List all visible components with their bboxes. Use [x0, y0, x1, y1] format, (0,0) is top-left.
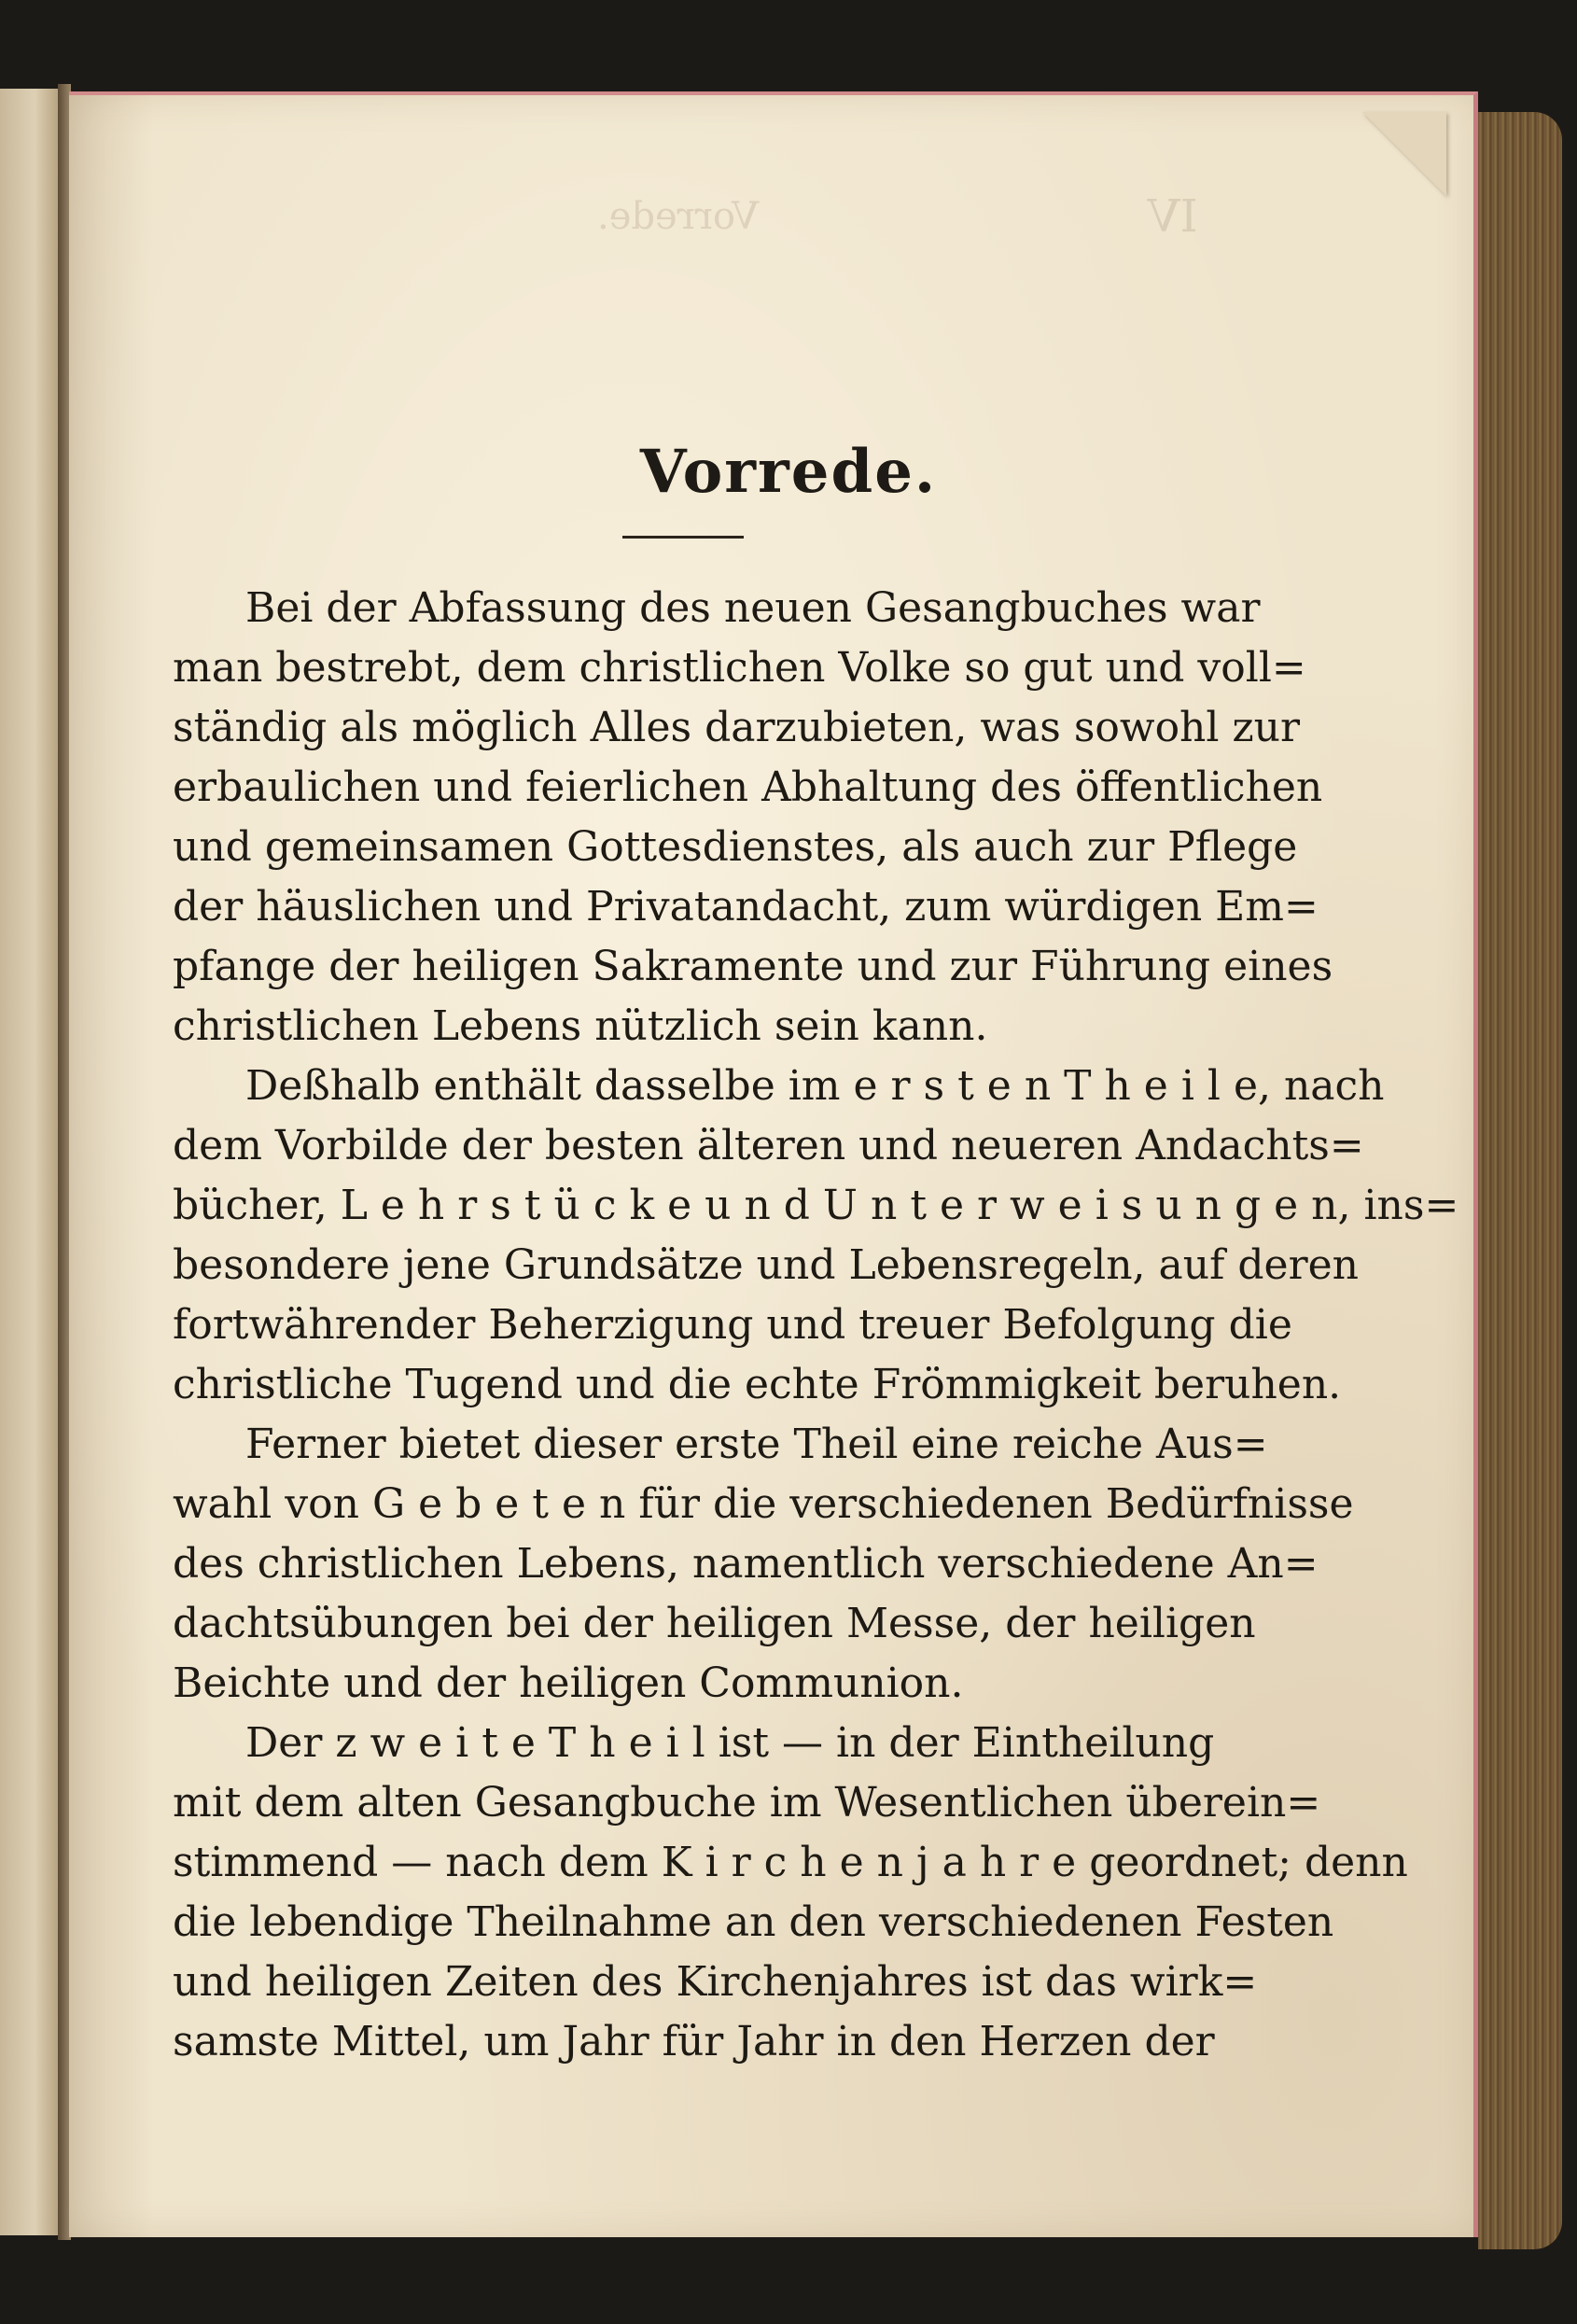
text-line: Beichte und der heiligen Communion.: [173, 1659, 964, 1707]
paragraph: [173, 1714, 1408, 2072]
text-line: dachtsübungen bei der heiligen Messe, der heiligen: [173, 1600, 1256, 1647]
text-line: wahl von G e b e t e n für die verschiedenen Bedürfnisse: [173, 1480, 1354, 1528]
text-line: fortwährender Beherzigung und treuer Befolgung die: [173, 1301, 1292, 1349]
text-line: bücher, L e h r s t ü c k e u n d U n t e r w e i s u n g e n, ins=: [173, 1182, 1459, 1229]
text-line: ständig als möglich Alles darzubieten, was sowohl zur: [173, 704, 1301, 751]
text-line: man bestrebt, dem christlichen Volke so gut und voll=: [173, 644, 1306, 692]
paragraph: [173, 1415, 1354, 1714]
text-line: der häuslichen und Privatandacht, zum würdigen Em=: [173, 883, 1319, 931]
left-page-edge: [0, 89, 61, 2235]
text-line: dem Vorbilde der besten älteren und neueren Andachts=: [173, 1122, 1364, 1169]
text-line: erbaulichen und feierlichen Abhaltung des öffentlichen: [173, 763, 1323, 811]
paragraph: [173, 579, 1333, 1057]
text-line: Der z w e i t e T h e i l ist — in der Eintheilung: [245, 1719, 1215, 1767]
text-line: pfange der heiligen Sakramente und zur Führung eines: [173, 943, 1333, 990]
text-line: samste Mittel, um Jahr für Jahr in den Herzen der: [173, 2018, 1215, 2065]
text-line: christliche Tugend und die echte Frömmigkeit beruhen.: [173, 1361, 1342, 1408]
text-line: Deßhalb enthält dasselbe im e r s t e n T h e i l e, nach: [245, 1062, 1385, 1110]
text-line: besondere jene Grundsätze und Lebensregeln, auf deren: [173, 1241, 1359, 1289]
text-line: stimmend — nach dem K i r c h e n j a h r e geordnet; denn: [173, 1839, 1408, 1886]
text-line: des christlichen Lebens, namentlich verschiedene An=: [173, 1540, 1319, 1588]
text-line: Bei der Abfassung des neuen Gesangbuches war: [245, 584, 1261, 632]
text-line: christlichen Lebens nützlich sein kann.: [173, 1002, 988, 1050]
text-line: und heiligen Zeiten des Kirchenjahres ist das wirk=: [173, 1958, 1258, 2006]
paragraph: [173, 1057, 1459, 1415]
body-text: [173, 579, 1459, 2072]
dog-ear-corner: [1362, 112, 1446, 196]
title-rule: [622, 536, 744, 539]
text-line: mit dem alten Gesangbuche im Wesentlichen überein=: [173, 1779, 1321, 1827]
text-line: und gemeinsamen Gottesdienstes, als auch zur Pflege: [173, 823, 1298, 871]
text-line: Ferner bietet dieser erste Theil eine reiche Aus=: [245, 1421, 1268, 1468]
book-page-edges: [1478, 112, 1562, 2249]
text-line: die lebendige Theilnahme an den verschiedenen Festen: [173, 1898, 1334, 1946]
page-title: Vorrede.: [639, 437, 938, 507]
